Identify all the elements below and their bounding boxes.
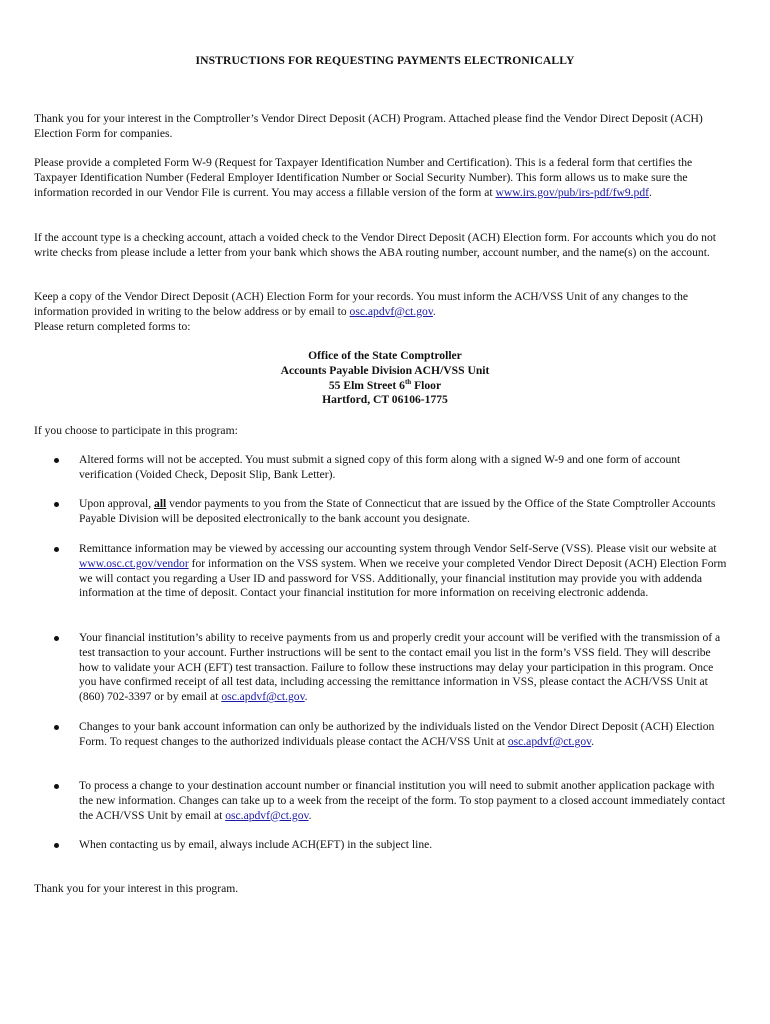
list-item [79, 631, 729, 705]
bullet-icon [54, 784, 59, 789]
address-line-street [0, 379, 770, 394]
vendor-website-link[interactable]: www.osc.ct.gov/vendor [79, 556, 189, 570]
bullet-icon [54, 843, 59, 848]
address-line-division: Accounts Payable Division ACH/VSS Unit [280, 363, 490, 377]
records-paragraph [34, 290, 734, 334]
closing-line: Thank you for your interest in this program. [34, 882, 239, 895]
street-sup: th [404, 377, 412, 386]
records-text: Keep a copy of the Vendor Direct Deposit (ACH) Election Form for your records. You must inform the ACH/VSS Unit of any changes to the information provided in writing to the below address or by email to [34, 290, 689, 318]
bullet-text: Altered forms will not be accepted. You must submit a signed copy of this form along with a signed W-9 and one form of account verification (Voided Check, Deposit Slip, Bank Letter). [79, 453, 681, 481]
bullet-text: Your financial institution’s ability to receive payments from us and properly credit your account will be verified with the transmission of a test transaction to your account. Further instructions will be sent to the contact email you list in the form’s VSS field. They will describe how to validate your ACH (EFT) test transaction. Failure to follow these instructions may delay your participation in this program. Once you have confirmed receipt of all test data, including accessing the remittance information in VSS, please contact the ACH/VSS Unit at (860) 702-3397 or by email at [79, 631, 721, 704]
list-item [79, 838, 729, 853]
w9-paragraph [34, 156, 734, 200]
address-line-city: Hartford, CT 06106-1775 [322, 393, 448, 407]
bullet-text-cont: . [308, 808, 312, 822]
email-link[interactable]: osc.apdvf@ct.gov [225, 808, 309, 822]
checking-account-paragraph: If the account type is a checking account, attach a voided check to the Vendor Direct Deposit (ACH) Election form. For accounts which you do not write checks from please include a letter from your bank which shows the ABA routing number, account number, and the name(s) on the account. [34, 231, 716, 259]
bullet-icon [54, 458, 59, 463]
email-link[interactable]: osc.apdvf@ct.gov [507, 734, 592, 748]
email-link[interactable]: osc.apdvf@ct.gov [349, 304, 433, 318]
w9-after: . [648, 185, 652, 199]
street-text: 55 Elm Street 6 [328, 378, 405, 392]
address-line-office: Office of the State Comptroller [308, 349, 462, 362]
street-floor: Floor [411, 378, 442, 392]
bullet-emphasis: all [154, 497, 167, 510]
bullet-icon [54, 547, 59, 552]
bullet-icon [54, 502, 59, 507]
bullet-text: Remittance information may be viewed by accessing our accounting system through Vendor Self-Serve (VSS). Please visit our website at [79, 542, 717, 555]
participate-line: If you choose to participate in this program: [34, 424, 238, 437]
records-after: . [432, 304, 436, 318]
page-title: INSTRUCTIONS FOR REQUESTING PAYMENTS ELECTRONICALLY [195, 54, 575, 67]
intro-paragraph: Thank you for your interest in the Comptroller’s Vendor Direct Deposit (ACH) Program. Attached please find the Vendor Direct Deposit (ACH) Election Form for companies. [34, 112, 703, 140]
bullet-text: Changes to your bank account information can only be authorized by the individuals listed on the Vendor Direct Deposit (ACH) Election Form. To request changes to the authorized individuals please contact the ACH/VSS Unit at [79, 720, 715, 748]
bullet-icon [54, 725, 59, 730]
irs-w9-link[interactable]: www.irs.gov/pub/irs-pdf/fw9.pdf [495, 185, 649, 199]
bullet-text-cont: vendor payments to you from the State of Connecticut that are issued by the Office of the State Comptroller Accounts Payable Division will be deposited electronically to the bank account you designate. [79, 497, 716, 525]
bullet-text-cont: for information on the VSS system. When we receive your completed Vendor Direct Deposit (ACH) Election Form we will contact you regarding a User ID and password for VSS. Additionally, your financial institution may provide you with addenda information at the time of deposit. Contact your financial institution for more information on receiving electronic addenda. [79, 556, 727, 600]
return-forms-line: Please return completed forms to: [34, 319, 191, 333]
list-item [79, 720, 729, 750]
bullet-text: When contacting us by email, always include ACH(EFT) in the subject line. [79, 838, 433, 851]
list-item [79, 497, 729, 527]
bullet-text: Upon approval, [79, 497, 155, 510]
email-link[interactable]: osc.apdvf@ct.gov [221, 690, 305, 704]
bullet-text: To process a change to your destination account number or financial institution you will need to submit another application package with the new information. Changes can take up to a week from the receipt of the form. To stop payment to a closed account immediately contact the ACH/VSS Unit by email at [79, 779, 726, 822]
w9-text: Please provide a completed Form W-9 (Request for Taxpayer Identification Number and Certification). This is a federal form that certifies the Taxpayer Identification Number (Federal Employer Identification Number or Social Security Number). This form allows us to make sure the information recorded in our Vendor File is current. You may access a fillable version of the form at [34, 156, 693, 199]
list-item [79, 542, 729, 601]
bullet-text-cont: . [304, 690, 308, 704]
list-item [79, 453, 729, 483]
bullet-icon [54, 636, 59, 641]
mailing-address [0, 349, 770, 408]
list-item [79, 779, 729, 823]
bullet-text-cont: . [591, 734, 595, 748]
